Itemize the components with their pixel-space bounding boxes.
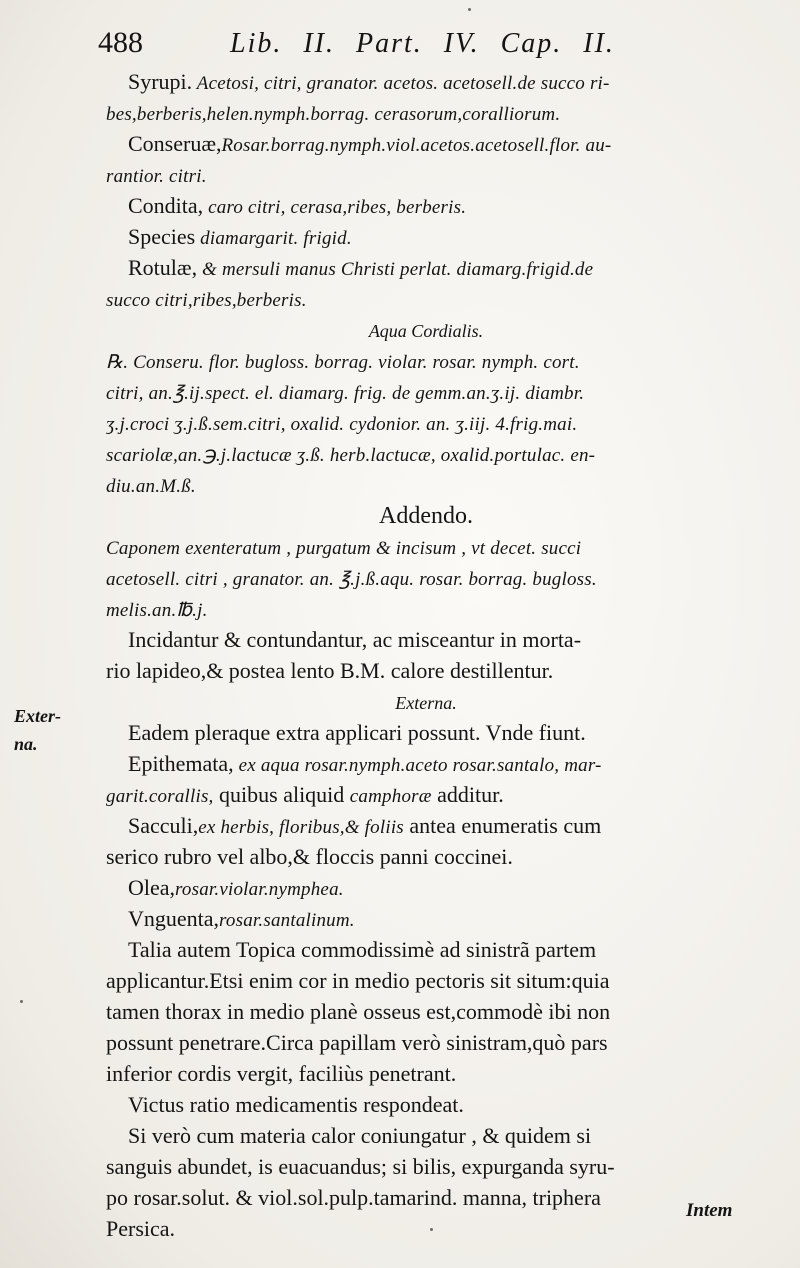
text-line xyxy=(106,407,746,438)
text-line xyxy=(106,531,746,562)
text-line xyxy=(106,190,746,221)
text-line xyxy=(106,500,746,531)
roman-text: Syrupi. xyxy=(128,69,193,94)
roman-text: Sacculi, xyxy=(128,813,199,838)
paper-speck xyxy=(430,1228,433,1231)
italic-text: ʒ.j.croci ʒ.j.ß.sem.citri, oxalid. cydonior. an. ʒ.iij. 4.frig.mai. xyxy=(106,414,578,435)
text-body xyxy=(106,66,746,1244)
roman-text: antea enumeratis cum xyxy=(403,813,602,838)
text-line xyxy=(106,159,746,190)
italic-text: camphoræ xyxy=(349,786,432,807)
text-line xyxy=(106,1027,746,1058)
italic-text: bes,berberis,helen.nymph.borrag. cerasorum,coralliorum. xyxy=(106,104,561,125)
text-line xyxy=(106,128,746,159)
italic-text: citri, an.℥.ij.spect. el. diamarg. frig. de gemm.an.ʒ.ij. diambr. xyxy=(106,383,585,404)
text-line xyxy=(106,97,746,128)
text-line xyxy=(106,1058,746,1089)
text-line xyxy=(106,810,746,841)
italic-text: caro citri, cerasa,ribes, berberis. xyxy=(203,197,467,218)
text-line xyxy=(106,252,746,283)
italic-text: Caponem exenteratum , purgatum & incisum , vt decet. succi xyxy=(106,538,582,559)
roman-text: po rosar.solut. & viol.sol.pulp.tamarind. manna, triphera xyxy=(106,1185,601,1210)
running-title: Lib. II. Part. IV. Cap. II. xyxy=(230,28,615,59)
section-title: Addendo. xyxy=(379,503,473,529)
text-line xyxy=(106,996,746,1027)
text-line xyxy=(106,376,746,407)
text-line xyxy=(106,1089,746,1120)
text-line xyxy=(106,1120,746,1151)
roman-text: Si verò cum materia calor coniungatur , & quidem si xyxy=(128,1123,592,1148)
text-line xyxy=(106,655,746,686)
roman-text: Incidantur & contundantur, ac misceantur in morta- xyxy=(128,627,582,652)
italic-text: Rosar.borrag.nymph.viol.acetos.acetosell.flor. au- xyxy=(221,135,612,156)
text-line xyxy=(106,1151,746,1182)
italic-text: acetosell. citri , granator. an. ℥.j.ß.aqu. rosar. borrag. bugloss. xyxy=(106,569,597,590)
roman-text: Epithemata, xyxy=(128,751,234,776)
roman-text: Rotulæ, xyxy=(128,255,198,280)
page-number: 488 xyxy=(98,26,143,59)
italic-text: scariolæ,an.℈.j.lactucæ ʒ.ß. herb.lactucæ, oxalid.portulac. en- xyxy=(106,445,596,466)
text-line xyxy=(106,717,746,748)
catchword: Intem xyxy=(686,1200,733,1221)
text-line xyxy=(106,903,746,934)
margin-note-line-1: Exter- xyxy=(14,706,61,726)
text-line xyxy=(106,1182,746,1213)
text-line xyxy=(106,314,746,345)
margin-note-line-2: na. xyxy=(14,734,38,754)
roman-text: rio lapideo,& postea lento B.M. calore destillentur. xyxy=(106,658,554,683)
roman-text: Eadem pleraque extra applicari possunt. Vnde fiunt. xyxy=(128,720,586,745)
roman-text: applicantur.Etsi enim cor in medio pectoris sit situm:quia xyxy=(106,968,610,993)
text-line xyxy=(106,1213,746,1244)
italic-text: diu.an.M.ß. xyxy=(106,476,196,497)
text-line xyxy=(106,438,746,469)
text-line xyxy=(106,779,746,810)
roman-text: Talia autem Topica commodissimè ad sinistrã partem xyxy=(128,937,597,962)
roman-text: Conseruæ, xyxy=(128,131,222,156)
section-heading: Aqua Cordialis. xyxy=(368,321,484,341)
text-line xyxy=(106,624,746,655)
text-line xyxy=(106,748,746,779)
paper-speck xyxy=(20,1000,23,1003)
paper-speck xyxy=(468,8,471,11)
text-line xyxy=(106,593,746,624)
italic-text: rosar.violar.nymphea. xyxy=(175,879,344,900)
text-line xyxy=(106,283,746,314)
italic-text: & mersuli manus Christi perlat. diamarg.frigid.de xyxy=(197,259,594,280)
italic-text: ex herbis, floribus,& foliis xyxy=(198,817,404,838)
roman-text: Victus ratio medicamentis respondeat. xyxy=(128,1092,464,1117)
italic-text: ex aqua rosar.nymph.aceto rosar.santalo, mar- xyxy=(233,755,602,776)
italic-text: diamargarit. frigid. xyxy=(195,228,352,249)
section-heading: Externa. xyxy=(395,693,457,713)
running-header xyxy=(98,26,738,70)
text-line xyxy=(106,934,746,965)
italic-text: garit.corallis, xyxy=(106,786,214,807)
text-line xyxy=(106,66,746,97)
roman-text: Olea, xyxy=(128,875,176,900)
roman-text: Persica. xyxy=(106,1216,176,1241)
roman-text: Condita, xyxy=(128,193,204,218)
roman-text: possunt penetrare.Circa papillam verò sinistram,quò pars xyxy=(106,1030,608,1055)
roman-text: Species xyxy=(128,224,196,249)
roman-text: quibus aliquid xyxy=(213,782,350,807)
roman-text: Vnguenta, xyxy=(128,906,220,931)
italic-text: melis.an.℔.j. xyxy=(106,600,208,621)
roman-text: sanguis abundet, is euacuandus; si bilis, expurganda syru- xyxy=(106,1154,615,1179)
text-line xyxy=(106,872,746,903)
text-line xyxy=(106,221,746,252)
text-line xyxy=(106,965,746,996)
roman-text: additur. xyxy=(431,782,504,807)
text-line xyxy=(106,686,746,717)
italic-text: rosar.santalinum. xyxy=(219,910,355,931)
text-line xyxy=(106,469,746,500)
text-line xyxy=(106,562,746,593)
italic-text: ℞. Conseru. flor. bugloss. borrag. violar. rosar. nymph. cort. xyxy=(106,352,580,373)
roman-text: tamen thorax in medio planè osseus est,commodè ibi non xyxy=(106,999,611,1024)
italic-text: Acetosi, citri, granator. acetos. acetosell.de succo ri- xyxy=(192,73,610,94)
italic-text: rantior. citri. xyxy=(106,166,207,187)
roman-text: serico rubro vel albo,& floccis panni coccinei. xyxy=(106,844,513,869)
text-line xyxy=(106,841,746,872)
roman-text: inferior cordis vergit, faciliùs penetrant. xyxy=(106,1061,457,1086)
italic-text: succo citri,ribes,berberis. xyxy=(106,290,307,311)
text-line xyxy=(106,345,746,376)
